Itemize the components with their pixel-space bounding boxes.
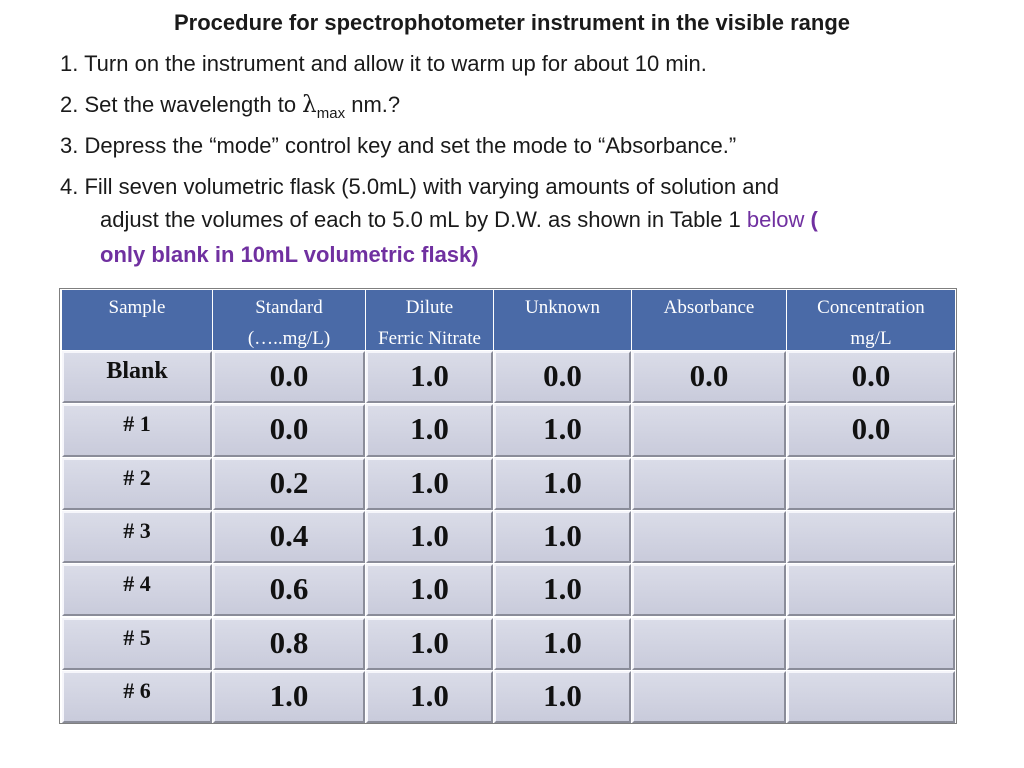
table-cell-dilute: 1.0: [366, 564, 493, 616]
table-cell-dilute: 1.0: [366, 511, 493, 563]
table-cell-standard: 1.0: [213, 671, 365, 723]
step-2-suffix: nm.?: [345, 92, 401, 117]
table-cell-unknown: 0.0: [494, 351, 631, 403]
header-dilute: [366, 290, 493, 350]
header-sample: [62, 290, 212, 350]
header-standard-line-2: (…..mg/L): [247, 328, 331, 349]
table-cell-standard: 0.6: [213, 564, 365, 616]
header-concentration-line-2: mg/L: [850, 328, 892, 349]
table-cell-unknown: 1.0: [494, 618, 631, 670]
table-cell-concentration: [787, 511, 955, 563]
table-cell-dilute: 1.0: [366, 404, 493, 456]
header-standard: [213, 290, 365, 350]
table-cell-dilute: 1.0: [366, 458, 493, 510]
lambda-symbol: λ: [302, 92, 317, 118]
table-cell-standard: 0.2: [213, 458, 365, 510]
table-cell-dilute: 1.0: [366, 618, 493, 670]
data-table: [59, 288, 957, 724]
table-cell-absorbance: [632, 511, 786, 563]
table-cell-unknown: 1.0: [494, 458, 631, 510]
header-unknown: [494, 290, 631, 350]
row-label: # 3: [62, 511, 212, 563]
header-unknown-line-1: Unknown: [525, 297, 600, 318]
step-4-text: adjust the volumes of each to 5.0 mL by D.W. as shown in Table 1: [100, 207, 747, 232]
step-4-below: below: [746, 207, 811, 232]
table-cell-absorbance: [632, 404, 786, 456]
row-label: # 4: [62, 564, 212, 616]
table-cell-unknown: 1.0: [494, 564, 631, 616]
step-2-prefix: 2. Set the wavelength to: [60, 92, 303, 117]
table-cell-concentration: [787, 564, 955, 616]
table-cell-unknown: 1.0: [494, 404, 631, 456]
header-sample-line-1: Sample: [108, 297, 166, 318]
page-title: Procedure for spectrophotometer instrument in the visible range: [173, 10, 851, 35]
table-cell-unknown: 1.0: [494, 511, 631, 563]
row-label: # 1: [62, 404, 212, 456]
table-cell-absorbance: [632, 458, 786, 510]
row-label: # 2: [62, 458, 212, 510]
step-2: [60, 90, 400, 129]
table-cell-dilute: 1.0: [366, 671, 493, 723]
table-cell-absorbance: [632, 671, 786, 723]
header-dilute-line-1: Dilute: [405, 297, 454, 318]
table-cell-standard: 0.8: [213, 618, 365, 670]
table-cell-concentration: [787, 671, 955, 723]
row-label: Blank: [62, 351, 212, 403]
table-cell-standard: 0.0: [213, 404, 365, 456]
table-cell-concentration: 0.0: [787, 404, 955, 456]
header-absorbance-line-1: Absorbance: [663, 297, 755, 318]
table-cell-standard: 0.4: [213, 511, 365, 563]
table-cell-concentration: [787, 618, 955, 670]
header-concentration: [787, 290, 955, 350]
step-3: 3. Depress the “mode” control key and set the mode to “Absorbance.”: [60, 133, 737, 158]
step-4-line-2: [100, 205, 818, 235]
table-cell-concentration: 0.0: [787, 351, 955, 403]
step-1: 1. Turn on the instrument and allow it to warm up for about 10 min.: [60, 51, 707, 76]
step-4-line-1: 4. Fill seven volumetric flask (5.0mL) with varying amounts of solution and: [60, 174, 779, 199]
row-label: # 6: [62, 671, 212, 723]
table-cell-unknown: 1.0: [494, 671, 631, 723]
table-cell-absorbance: 0.0: [632, 351, 786, 403]
header-dilute-line-2: Ferric Nitrate: [378, 328, 481, 349]
lambda-subscript: max: [316, 105, 346, 122]
header-absorbance: [632, 290, 786, 350]
table-cell-concentration: [787, 458, 955, 510]
step-4-line-3: only blank in 10mL volumetric flask): [100, 242, 479, 267]
table-cell-absorbance: [632, 618, 786, 670]
table-cell-standard: 0.0: [213, 351, 365, 403]
header-standard-line-1: Standard: [255, 297, 323, 318]
table-cell-dilute: 1.0: [366, 351, 493, 403]
row-label: # 5: [62, 618, 212, 670]
step-4-paren: (: [810, 207, 818, 232]
header-concentration-line-1: Concentration: [817, 297, 925, 318]
table-cell-absorbance: [632, 564, 786, 616]
